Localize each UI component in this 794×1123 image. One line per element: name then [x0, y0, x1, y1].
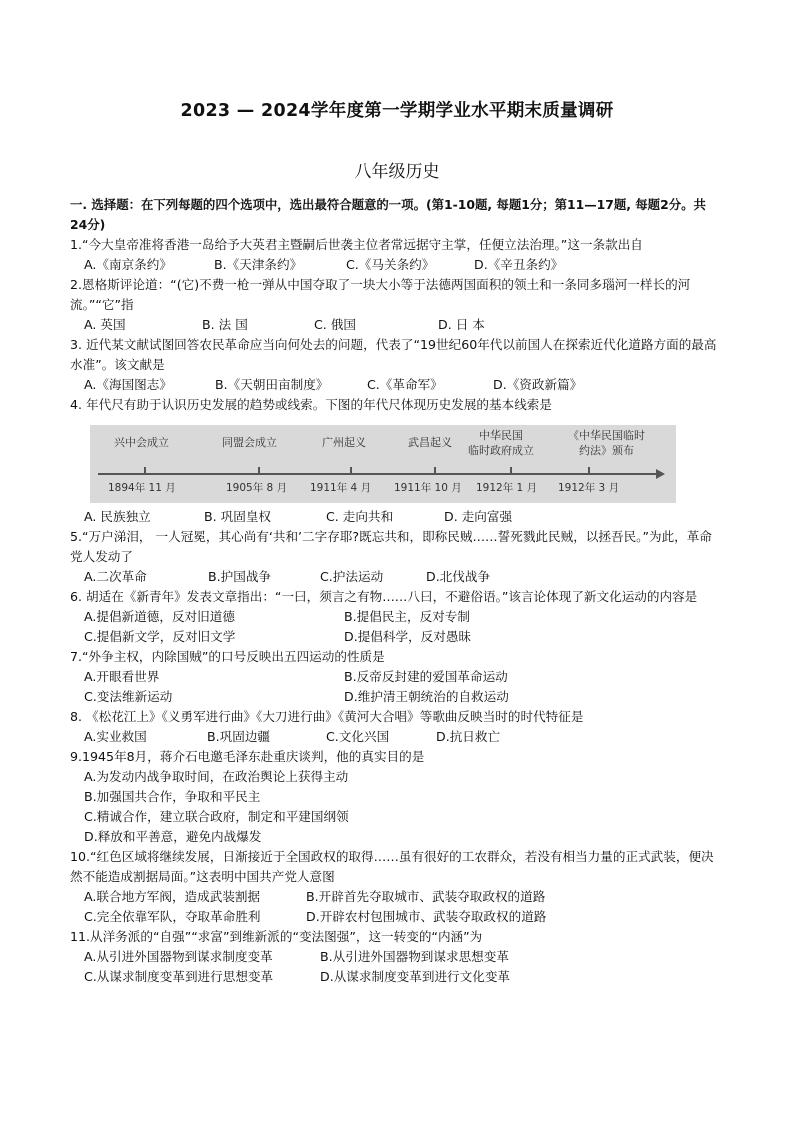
question-3: 3. 近代某文献试图回答农民革命应当向何处去的问题，代表了“19世纪60年代以前国人在探索近代化道路方面的最高水准”。该文献是	[70, 337, 717, 372]
timeline-date: 1911年 4 月	[310, 482, 372, 494]
timeline-date: 1912年 3 月	[558, 482, 620, 494]
timeline-tick	[258, 467, 260, 475]
question-8: 8. 《松花江上》《义勇军进行曲》《大刀进行曲》《黄河大合唱》等歌曲反映当时的时代特征是	[70, 709, 584, 724]
option-d: D.维护清王朝统治的自救运动	[344, 689, 509, 704]
timeline-event-label: 《中华民国临时 约法》颁布	[568, 429, 645, 457]
question-8-options	[70, 727, 722, 747]
option-a: A.开眼看世界	[84, 669, 160, 684]
option-c: C.《马关条约》	[346, 257, 435, 272]
option-c: C.精诚合作，建立联合政府，制定和平建国纲领	[84, 809, 349, 824]
option-b: B.反帝反封建的爱国革命运动	[344, 669, 508, 684]
timeline-date: 1911年 10 月	[394, 482, 462, 494]
question-9-option-d	[70, 827, 722, 847]
timeline-axis	[98, 473, 658, 475]
timeline-arrow	[656, 469, 665, 479]
question-5: 5.“万户涕泪， 一人冠冕，其心尚有‘共和’二字存耶?既忘共和，即称民贼……誓死戮此民贼，以拯吾民。”为此，革命党人发动了	[70, 529, 712, 564]
question-2-options	[70, 315, 722, 335]
option-b: B.护国战争	[208, 569, 272, 584]
timeline-figure	[90, 425, 676, 503]
question-9-option-a	[70, 767, 722, 787]
option-b: B.《天津条约》	[214, 257, 303, 272]
question-1: 1.“今大皇帝准将香港一岛给予大英君主暨嗣后世袭主位者常远据守主掌，任便立法治理。”这一条款出自	[70, 237, 643, 252]
timeline-event-label: 广州起义	[322, 436, 366, 449]
option-d: D. 走向富强	[444, 509, 513, 524]
question-9: 9.1945年8月，蒋介石电邀毛泽东赴重庆谈判，他的真实目的是	[70, 749, 425, 764]
option-b: B.从引进外国器物到谋求思想变革	[320, 949, 509, 964]
option-c: C.从谋求制度变革到进行思想变革	[84, 969, 274, 984]
option-c: C.变法维新运动	[84, 689, 173, 704]
page-title: 2023 — 2024学年度第一学期学业水平期末质量调研	[180, 101, 614, 121]
question-list	[70, 195, 722, 987]
question-11: 11.从洋务派的“自强”“求富”到维新派的“变法图强”，这一转变的“内涵”为	[70, 929, 483, 944]
timeline-date: 1894年 11 月	[108, 482, 176, 494]
section-heading: 一. 选择题：在下列每题的四个选项中，选出最符合题意的一项。(第1-10题, 每题1分；第11—17题, 每题2分。共24分)	[70, 197, 706, 232]
option-d: D.提倡科学，反对愚昧	[344, 629, 472, 644]
question-11-options-row-1	[70, 947, 722, 967]
option-c: C. 走向共和	[326, 509, 394, 524]
option-c: C. 俄国	[314, 317, 356, 332]
question-4-options	[70, 507, 722, 527]
timeline-event-label: 同盟会成立	[222, 436, 277, 449]
option-a: A.从引进外国器物到谋求制度变革	[84, 949, 273, 964]
question-7: 7.“外争主权，内除国贼”的口号反映出五四运动的性质是	[70, 649, 385, 664]
option-b: B.加强国共合作，争取和平民主	[84, 789, 261, 804]
question-6-options-row-2	[70, 627, 722, 647]
option-a: A.为发动内战争取时间，在政治舆论上获得主动	[84, 769, 349, 784]
timeline-tick	[144, 467, 146, 475]
option-d: D.北伐战争	[426, 569, 491, 584]
timeline-tick	[588, 467, 590, 475]
option-b: B.开辟首先夺取城市、武装夺取政权的道路	[306, 889, 546, 904]
page-subtitle: 八年级历史	[354, 162, 440, 182]
option-b: B.巩固边疆	[207, 729, 271, 744]
option-a: A.二次革命	[84, 569, 147, 584]
question-9-option-b	[70, 787, 722, 807]
option-b: B. 巩固皇权	[204, 509, 272, 524]
question-10: 10.“红色区域将继续发展，日渐接近于全国政权的取得……虽有很好的工农群众，若没有相当力量的正式武装，便决然不能造成割据局面。”这表明中国共产党人意图	[70, 849, 714, 884]
option-a: A.联合地方军阀，造成武装割据	[84, 889, 261, 904]
option-a: A.提倡新道德，反对旧道德	[84, 609, 235, 624]
option-d: D.开辟农村包围城市、武装夺取政权的道路	[306, 909, 547, 924]
timeline-event-label: 兴中会成立	[114, 436, 169, 449]
option-c: C.《革命军》	[367, 377, 443, 392]
timeline-date: 1912年 1 月	[476, 482, 538, 494]
timeline-event-label: 武昌起义	[408, 436, 452, 449]
question-10-options-row-2	[70, 907, 722, 927]
option-b: B. 法 国	[202, 317, 248, 332]
timeline-tick	[350, 467, 352, 475]
option-b: B.提倡民主，反对专制	[344, 609, 470, 624]
option-c: C.完全依靠军队，夺取革命胜利	[84, 909, 261, 924]
option-a: A.《南京条约》	[84, 257, 172, 272]
question-1-options	[70, 255, 722, 275]
timeline-tick	[434, 467, 436, 475]
option-c: C.护法运动	[320, 569, 384, 584]
timeline-event-label: 中华民国 临时政府成立	[468, 429, 534, 457]
question-4: 4. 年代尺有助于认识历史发展的趋势或线索。下图的年代尺体现历史发展的基本线索是	[70, 397, 552, 412]
question-6: 6. 胡适在《新青年》发表文章指出：“一曰，须言之有物……八曰，不避俗语。”该言论体现了新文化运动的内容是	[70, 589, 698, 604]
option-a: A. 英国	[84, 317, 126, 332]
timeline-date: 1905年 8 月	[226, 482, 288, 494]
option-c: C.提倡新文学，反对旧文学	[84, 629, 236, 644]
question-7-options-row-1	[70, 667, 722, 687]
option-d: D. 日 本	[438, 317, 485, 332]
question-7-options-row-2	[70, 687, 722, 707]
option-c: C.文化兴国	[326, 729, 390, 744]
option-a: A.《海国图志》	[84, 377, 172, 392]
question-2: 2.恩格斯评论道：“(它)不费一枪一弹从中国夺取了一块大小等于法德两国面积的领土和一条同多瑙河一样长的河流。”“它”指	[70, 277, 691, 312]
question-3-options	[70, 375, 722, 395]
question-9-option-c	[70, 807, 722, 827]
timeline-tick	[510, 467, 512, 475]
option-d: D.释放和平善意，避免内战爆发	[84, 829, 262, 844]
question-11-options-row-2	[70, 967, 722, 987]
option-d: D.抗日救亡	[436, 729, 501, 744]
option-a: A. 民族独立	[84, 509, 151, 524]
option-d: D.从谋求制度变革到进行文化变革	[320, 969, 511, 984]
option-a: A.实业救国	[84, 729, 147, 744]
question-6-options-row-1	[70, 607, 722, 627]
option-d: D.《辛丑条约》	[474, 257, 564, 272]
option-b: B.《天朝田亩制度》	[215, 377, 329, 392]
question-5-options	[70, 567, 722, 587]
option-d: D.《资政新篇》	[493, 377, 583, 392]
question-10-options-row-1	[70, 887, 722, 907]
